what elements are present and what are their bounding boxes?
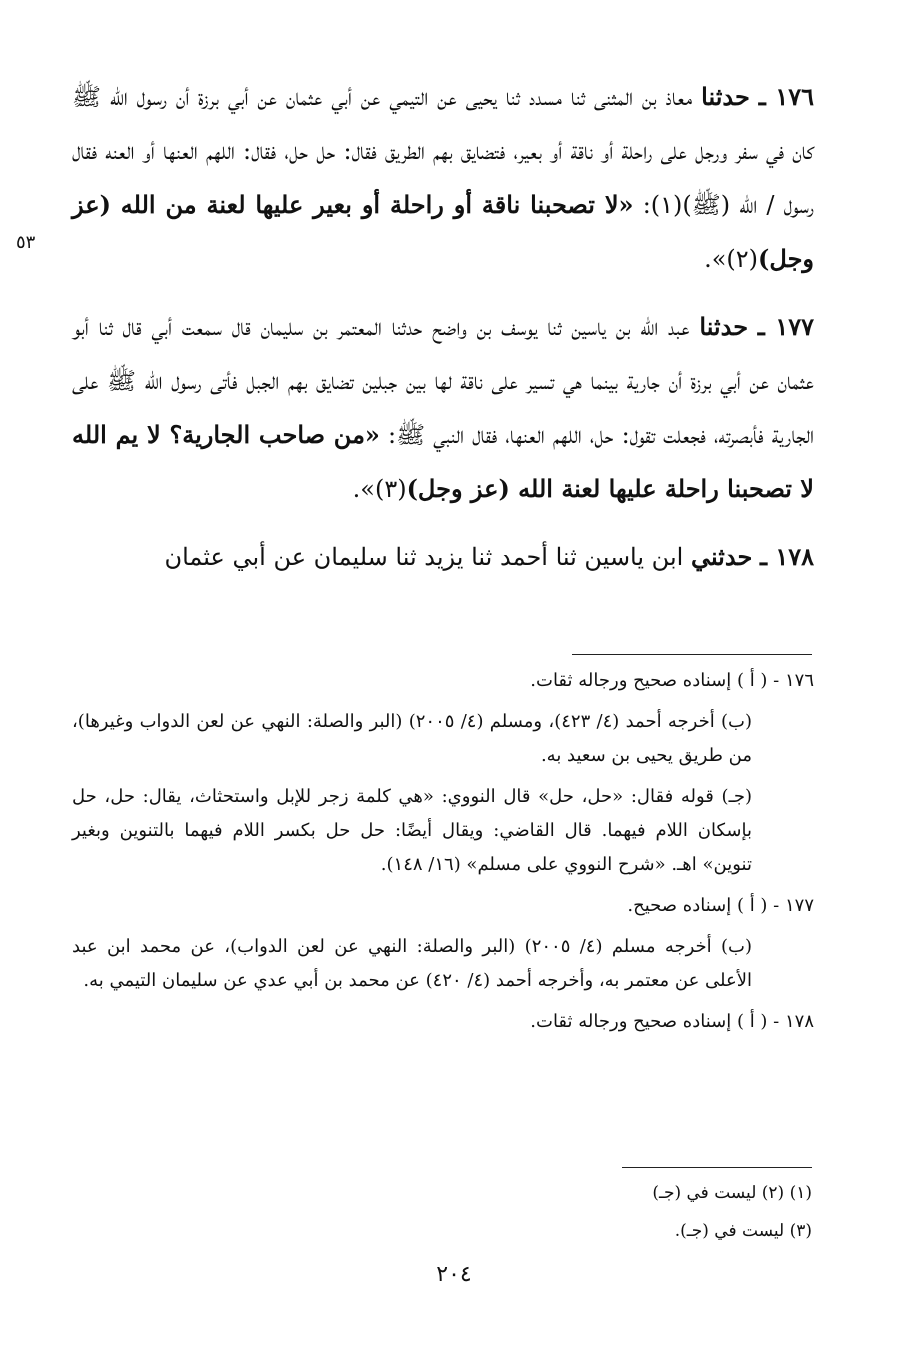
note-item: ١٧٧ - ( أ ) إسناده صحيح.: [627, 895, 814, 916]
hadith-tail: (٣)».: [352, 475, 407, 503]
note-item: ١٧٦ - ( أ ) إسناده صحيح ورجاله ثقات.: [530, 670, 814, 691]
notes-section: [72, 664, 814, 1046]
note-item: ١٧٨ - ( أ ) إسناده صحيح ورجاله ثقات.: [530, 1011, 814, 1032]
hadith-text: معاذ بن المثنى ثنا مسدد ثنا يحيى عن التيمي عن أبي عثمان عن أبي برزة أن رسول الله ﷺ كان في سفر ورجل على راحلة أو ناقة أو بعير، فتضايق بهم الطريق فقال: حل حل، فقال: اللهم العنها أو العنه فقال رسول / الله (ﷺ)(١):: [72, 83, 814, 219]
note-item: (ب) أخرجه أحمد (٤/ ٤٢٣)، ومسلم (٤/ ٢٠٠٥) (البر والصلة: النهي عن لعن الدواب وغيرها)، من طريق يحيى بن سعيد به.: [72, 711, 752, 766]
page-number: ٢٠٤: [436, 1262, 472, 1287]
hadith-number: ١٧٨ ـ: [759, 542, 814, 571]
margin-folio-number: ٥٣: [16, 232, 36, 253]
footnote-item: (١) (٢) ليست في (جـ): [652, 1183, 812, 1203]
hadith-text: عبد الله بن ياسين ثنا يوسف بن واضح حدثنا المعتمر بن سليمان قال سمعت أبي قال ثنا أبو عثمان عن أبي برزة أن جارية بينما هي تسير على ناقة لها بين جبلين تضايق بهم الجبل فأتى رسول الله ﷺ على الجارية فأبصرته، فجعلت تقول: حل، اللهم العنها، فقال النبي ﷺ:: [72, 313, 815, 449]
note-item: (جـ) قوله فقال: «حل، حل» قال النووي: «هي كلمة زجر للإبل واستحثاث، يقال: حل، حل بإسكان اللام فيهما. قال القاضي: ويقال أيضًا: حل حل بكسر اللام فيهما بالتنوين وبغير تنوين» اهـ. «شرح النووي على مسلم» (١٦/ ١٤٨).: [72, 786, 752, 875]
hadith-178: [72, 530, 814, 584]
hadith-verb: حدثنا: [699, 312, 749, 341]
hadith-text: ابن ياسين ثنا أحمد ثنا يزيد ثنا سليمان عن أبي عثمان: [164, 543, 684, 571]
note-item: (ب) أخرجه مسلم (٤/ ٢٠٠٥) (البر والصلة: النهي عن لعن الدواب)، عن محمد ابن عبد الأعلى عن معتمر به، وأخرجه أحمد (٤/ ٤٢٠) عن محمد بن أبي عدي عن سليمان التيمي به.: [72, 936, 752, 991]
footnotes-section: [550, 1174, 812, 1250]
footnotes-divider: [622, 1167, 812, 1168]
hadith-quote: «لا تصحبنا ناقة أو راحلة أو بعير عليها لعنة من الله (عز وجل): [72, 190, 814, 273]
notes-divider: [572, 654, 812, 655]
hadith-verb: حدثني: [690, 542, 753, 571]
hadith-177: [72, 300, 814, 516]
hadith-176: [72, 70, 814, 286]
hadith-tail: (٢)».: [704, 245, 759, 273]
footnote-item: (٣) ليست في (جـ).: [674, 1221, 812, 1241]
hadith-verb: حدثنا: [701, 82, 750, 111]
hadith-quote: «من صاحب الجارية؟ لا يم الله لا تصحبنا راحلة عليها لعنة الله (عز وجل): [72, 420, 814, 503]
hadith-number: ١٧٦ ـ: [758, 82, 815, 111]
main-text: [72, 70, 814, 584]
hadith-number: ١٧٧ ـ: [757, 312, 814, 341]
